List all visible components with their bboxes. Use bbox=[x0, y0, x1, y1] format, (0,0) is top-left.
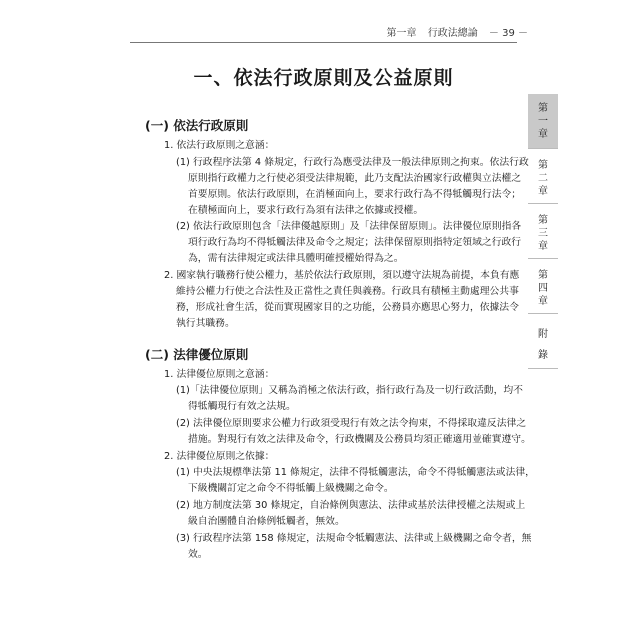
page-title: 一、依法行政原則及公益原則 bbox=[193, 67, 454, 89]
chapter-tab-char: 章 bbox=[538, 129, 548, 140]
chapter-tab-3[interactable] bbox=[528, 204, 558, 259]
text-line: 2. 法律優位原則之依據： bbox=[164, 451, 275, 462]
text-line: 1. 法律優位原則之意涵： bbox=[164, 369, 275, 380]
text-line: 原則指行政權力之行使必須受法律規範，此乃支配法治國家行政權與立法權之 bbox=[188, 173, 522, 184]
appendix-tab[interactable] bbox=[528, 314, 558, 369]
chapter-tab-char: 四 bbox=[538, 283, 548, 294]
text-line: (2) 地方制度法第 30 條規定，自治條例與憲法、法律或基於法律授權之法規或上 bbox=[176, 500, 526, 511]
running-head-chapter: 第一章 bbox=[386, 28, 417, 39]
chapter-tab-char: 第 bbox=[538, 103, 548, 114]
text-line: 首要原則。依法行政原則，在消極面向上，要求行政行為不得牴觸現行法令； bbox=[188, 189, 522, 200]
text-line: 在積極面向上，要求行政行為須有法律之依據或授權。 bbox=[188, 205, 424, 216]
text-line: 級自治團體自治條例牴觸者，無效。 bbox=[188, 516, 345, 527]
page-number: － 39 － bbox=[488, 28, 528, 39]
chapter-tab-char: 第 bbox=[538, 160, 548, 171]
section-heading-1: (一) 依法行政原則 bbox=[145, 118, 249, 133]
chapter-tab-char: 二 bbox=[538, 173, 548, 184]
chapter-tab-char: 三 bbox=[538, 228, 548, 239]
chapter-tab-2[interactable] bbox=[528, 149, 558, 204]
header-rule bbox=[130, 42, 517, 43]
text-line: (2) 依法行政原則包含「法律優越原則」及「法律保留原則」。法律優位原則指各 bbox=[176, 221, 522, 232]
appendix-tab-char: 附 bbox=[538, 329, 548, 340]
text-line: (3) 行政程序法第 158 條規定，法規命令牴觸憲法、法律或上級機關之命令者，無 bbox=[176, 533, 532, 544]
text-line: 下級機關訂定之命令不得牴觸上級機關之命令。 bbox=[188, 483, 394, 494]
chapter-tab-char: 一 bbox=[538, 116, 548, 127]
text-line: 執行其職務。 bbox=[176, 318, 235, 329]
chapter-tab-4[interactable] bbox=[528, 259, 558, 314]
chapter-tab-char: 第 bbox=[538, 215, 548, 226]
chapter-tab-char: 章 bbox=[538, 186, 548, 197]
text-line: (2) 法律優位原則要求公權力行政須受現行有效之法令拘束，不得採取違反法律之 bbox=[176, 418, 527, 429]
text-line: 措施。對現行有效之法律及命令，行政機關及公務員均須正確適用並確實遵守。 bbox=[188, 434, 531, 445]
running-head bbox=[379, 24, 528, 39]
text-line: 項行政行為均不得牴觸法律及命令之規定；法律保留原則指特定領域之行政行 bbox=[188, 237, 522, 248]
text-line: 2. 國家執行職務行使公權力，基於依法行政原則，須以遵守法規為前提，本負有應 bbox=[164, 270, 520, 281]
text-line: 為，需有法律規定或法律具體明確授權始得為之。 bbox=[188, 253, 404, 264]
text-line: 效。 bbox=[188, 549, 208, 560]
section-heading-2: (二) 法律優位原則 bbox=[145, 347, 249, 362]
text-line: (1)「法律優位原則」又稱為消極之依法行政，指行政行為及一切行政活動，均不 bbox=[176, 385, 523, 396]
text-line: 務，形成社會生活，從而實現國家目的之功能，公務員亦應思心努力，依據法令 bbox=[176, 302, 519, 313]
chapter-tab-char: 章 bbox=[538, 241, 548, 252]
appendix-tab-char: 錄 bbox=[538, 350, 548, 361]
text-line: (1) 行政程序法第 4 條規定，行政行為應受法律及一般法律原則之拘束。依法行政 bbox=[176, 157, 529, 168]
text-line: 維持公權力行使之合法性及正當性之責任與義務。行政具有積極主動處理公共事 bbox=[176, 286, 519, 297]
chapter-tab-1[interactable] bbox=[528, 94, 558, 149]
chapter-tab-char: 章 bbox=[538, 296, 548, 307]
running-head-subject: 行政法總論 bbox=[427, 28, 478, 39]
text-line: 得牴觸現行有效之法規。 bbox=[188, 401, 296, 412]
chapter-tab-char: 第 bbox=[538, 270, 548, 281]
text-line: (1) 中央法規標準法第 11 條規定，法律不得牴觸憲法，命令不得牴觸憲法或法律， bbox=[176, 467, 535, 478]
text-line: 1. 依法行政原則之意涵： bbox=[164, 140, 275, 151]
